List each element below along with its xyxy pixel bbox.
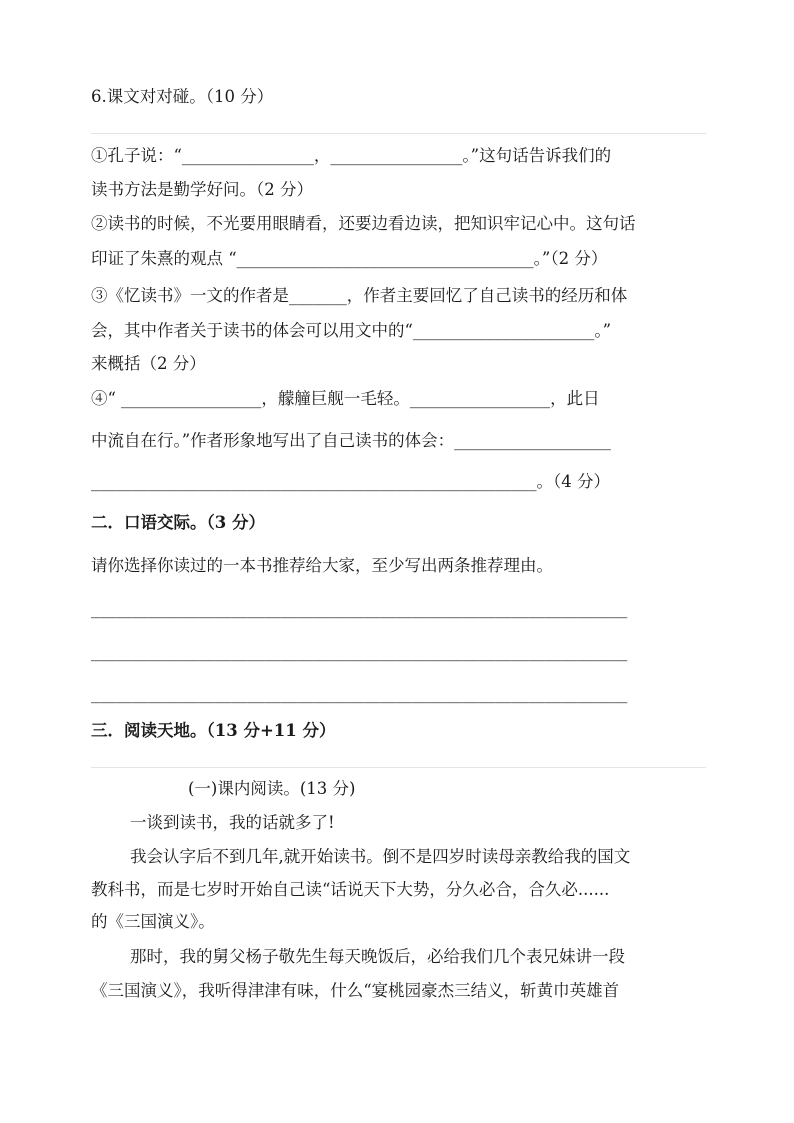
q6-item2-line2: 印证了朱熹的观点 “____________________________________。”（2 分） bbox=[91, 249, 608, 268]
passage-para2-line3: 的《三国演义》。 bbox=[91, 912, 215, 931]
q6-item1-line2: 读书方法是勤学好问。（2 分） bbox=[91, 180, 313, 199]
answer-line[interactable]: _________________________________________________________________ bbox=[91, 684, 628, 703]
q6-title: 6.课文对对碰。（10 分） bbox=[91, 87, 274, 106]
passage-para3-line2: 《三国演义》，我听得津津有味，什么“宴桃园豪杰三结义，斩黄巾英雄首 bbox=[91, 981, 620, 1000]
q6-item3-line2: 会，其中作者关于读书的体会可以用文中的“______________________。” bbox=[91, 321, 612, 340]
q6-item4-line1: ④“ _________________，艨艟巨舰一毛轻。_________________，此日 bbox=[91, 389, 600, 408]
answer-line[interactable]: _________________________________________________________________ bbox=[91, 599, 628, 618]
q6-item3-line1: ③《忆读书》一文的作者是_______，作者主要回忆了自己读书的经历和体 bbox=[91, 286, 628, 305]
section2-prompt: 请你选择你读过的一本书推荐给大家，至少写出两条推荐理由。 bbox=[91, 556, 553, 575]
q6-item4-line3: ______________________________________________________。（4 分） bbox=[91, 472, 610, 491]
divider bbox=[91, 133, 706, 134]
q6-item1-line1: ①孔子说：“________________，________________。”这句话告诉我们的 bbox=[91, 146, 612, 165]
q6-item3-line3: 来概括（2 分） bbox=[91, 354, 206, 373]
divider bbox=[91, 767, 706, 768]
section2-title: 二．口语交际。（3 分） bbox=[91, 513, 265, 532]
q6-item2-line1: ②读书的时候，不光要用眼睛看，还要边看边读，把知识牢记心中。这句话 bbox=[91, 214, 636, 233]
section3-title: 三．阅读天地。（13 分+11 分） bbox=[91, 721, 336, 740]
q6-item4-line2: 中流自在行。”作者形象地写出了自己读书的体会：___________________ bbox=[91, 431, 611, 450]
section3-subtitle: (一)课内阅读。(13 分) bbox=[188, 779, 356, 798]
passage-para2-line1: 我会认字后不到几年,就开始读书。倒不是四岁时读母亲教给我的国文 bbox=[130, 847, 631, 866]
passage-para1: 一谈到读书，我的话就多了! bbox=[130, 813, 335, 832]
passage-para2-line2: 教科书，而是七岁时开始自己读“话说天下大势，分久必合，合久必...... bbox=[91, 880, 610, 899]
passage-para3-line1: 那时，我的舅父杨子敬先生每天晚饭后，必给我们几个表兄妹讲一段 bbox=[130, 947, 625, 966]
answer-line[interactable]: _________________________________________________________________ bbox=[91, 642, 628, 661]
